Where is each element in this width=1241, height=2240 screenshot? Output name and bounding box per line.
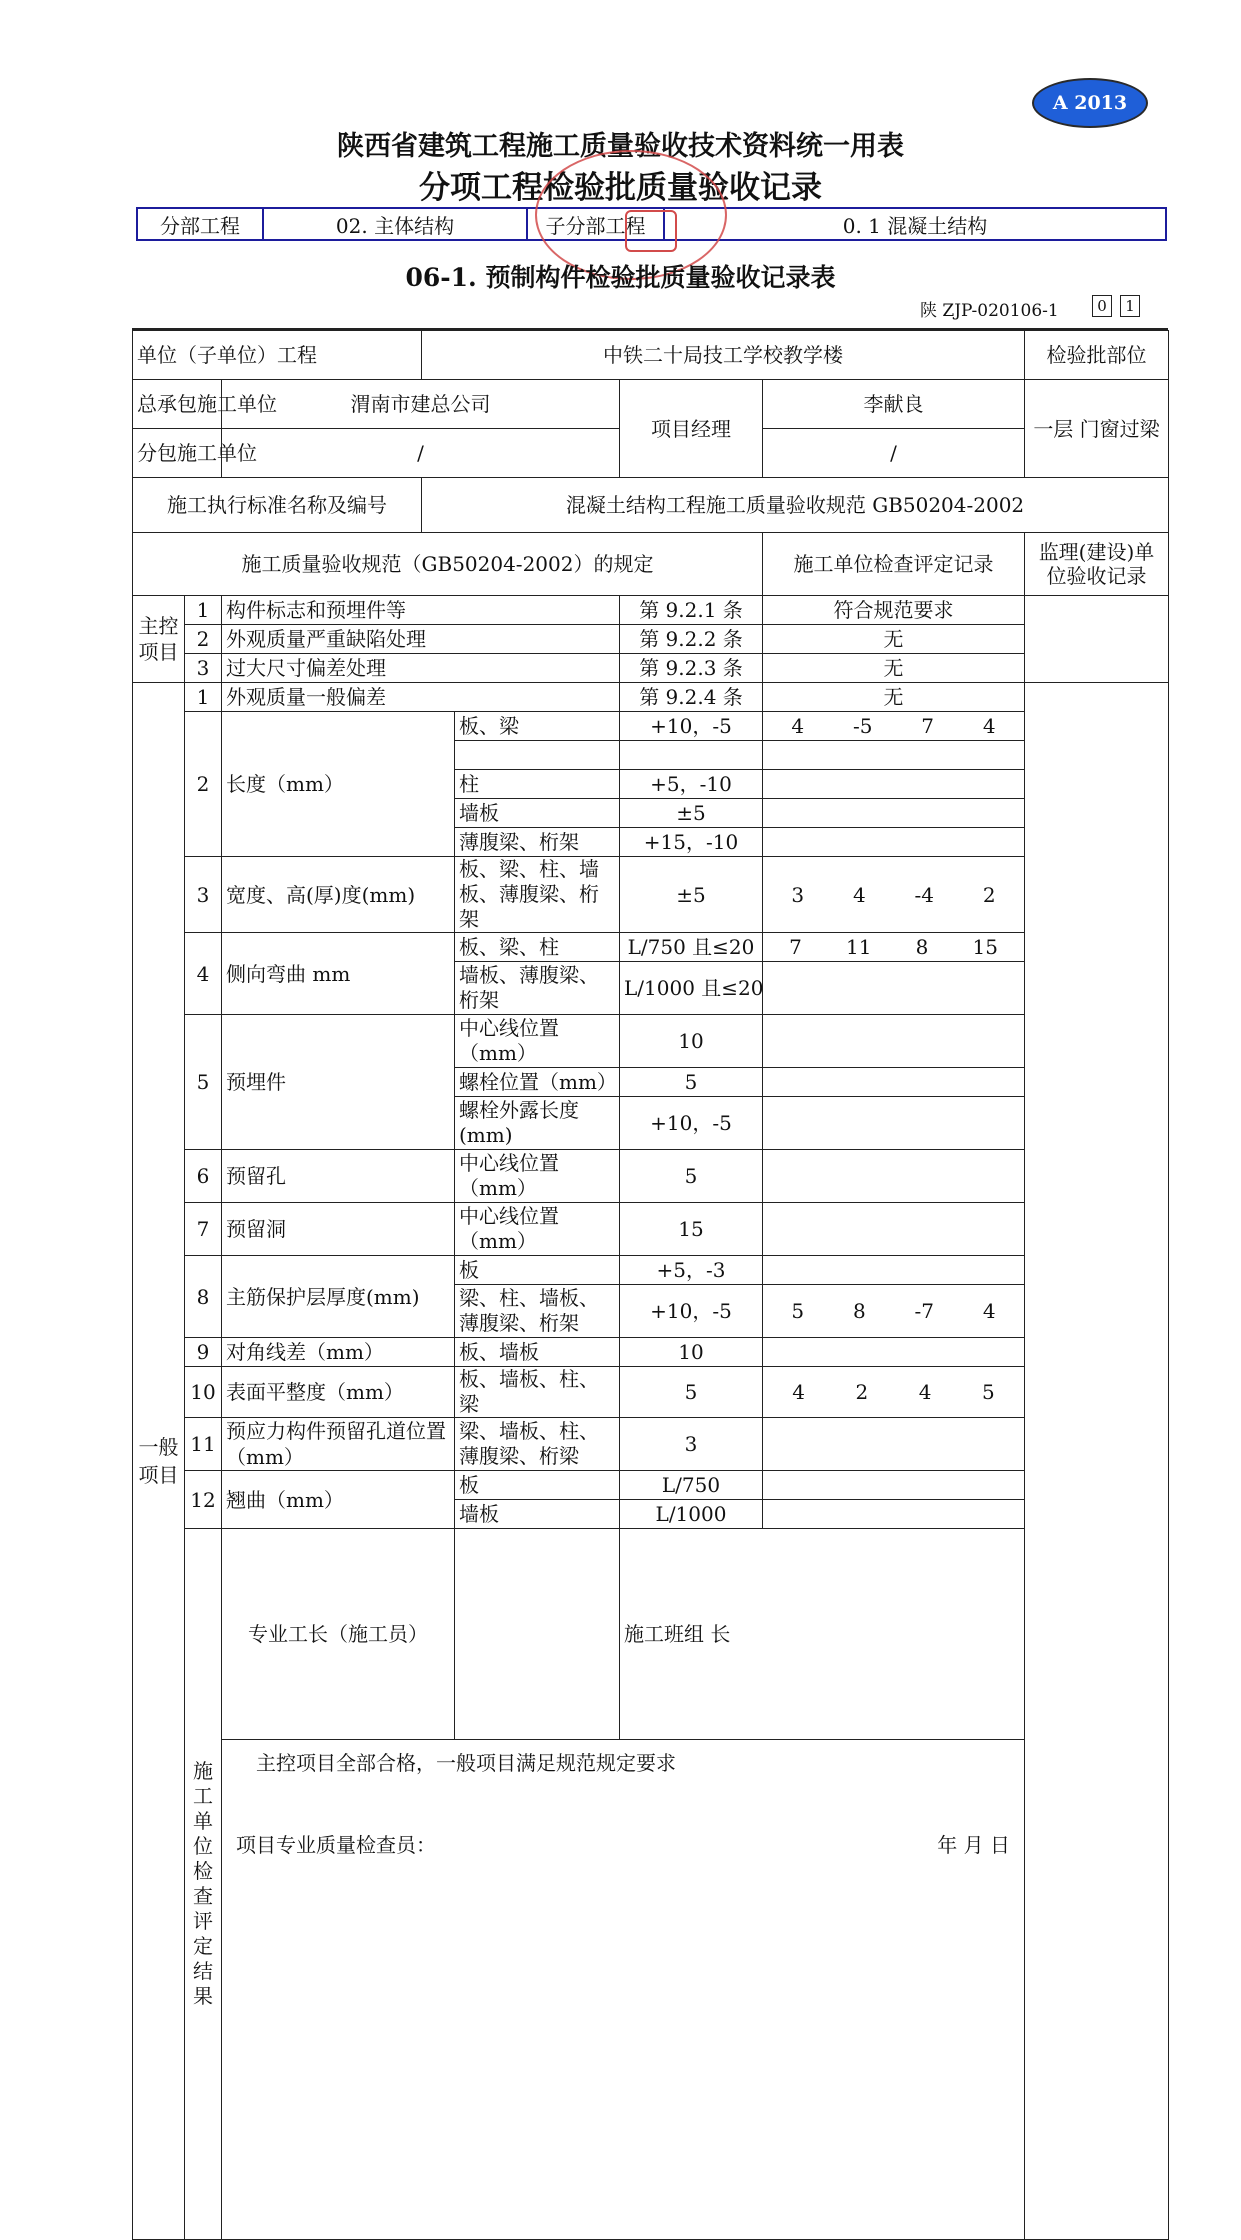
- tolerance: 10: [620, 1338, 763, 1367]
- item-no: 7: [185, 1203, 222, 1256]
- sub-pm-value: /: [763, 429, 1025, 478]
- check-values: [763, 1285, 1025, 1338]
- item-name: 外观质量严重缺陷处理: [222, 625, 620, 654]
- measured-value: 3: [791, 882, 805, 907]
- item-no: 5: [185, 1015, 222, 1150]
- measured-value: 7: [921, 714, 935, 738]
- measured-value: 4: [791, 714, 805, 738]
- check-values: [763, 1367, 1025, 1418]
- table-row: [133, 933, 1169, 962]
- col-supervise: 监理(建设)单位验收记录: [1025, 533, 1169, 596]
- check-values: [763, 1150, 1025, 1203]
- item-name: 对角线差（mm）: [222, 1338, 455, 1367]
- item-name: 侧向弯曲 mm: [222, 933, 455, 1015]
- table-row: [133, 1203, 1169, 1256]
- member-type: 梁、墙板、柱、薄腹梁、桁梁: [455, 1418, 620, 1471]
- item-no: 10: [185, 1367, 222, 1418]
- item-name: 翘曲（mm）: [222, 1471, 455, 1529]
- check-values: [763, 1015, 1025, 1068]
- gc-label: 总承包施工单位: [133, 380, 222, 429]
- member-type: 中心线位置（mm）: [455, 1015, 620, 1068]
- tolerance: L/750: [620, 1471, 763, 1500]
- check-values: [763, 712, 1025, 741]
- unit-label: 单位（子单位）工程: [133, 331, 422, 380]
- general-label: 一般项目: [133, 683, 185, 2240]
- item-name: 外观质量一般偏差: [222, 683, 620, 712]
- tolerance: +10，-5: [620, 1285, 763, 1338]
- part-label: 检验批部位: [1025, 331, 1169, 380]
- tolerance: 5: [620, 1367, 763, 1418]
- measured-value: -5: [852, 714, 873, 738]
- measured-value: 5: [982, 1380, 995, 1404]
- foreman-sign: [455, 1529, 620, 1740]
- tolerance: L/1000: [620, 1500, 763, 1529]
- measured-value: 4: [852, 882, 866, 907]
- item-no: 3: [185, 654, 222, 683]
- tolerance: L/750 且≤20: [620, 933, 763, 962]
- item-clause: 第 9.2.1 条: [620, 596, 763, 625]
- team-label: 施工班组 长: [620, 1529, 1025, 1740]
- measured-value: 4: [982, 1299, 996, 1323]
- table-row: [133, 1015, 1169, 1068]
- measured-value: -4: [914, 882, 935, 907]
- table-row: [133, 654, 1169, 683]
- item-no: 11: [185, 1418, 222, 1471]
- table-row: [133, 1418, 1169, 1471]
- page-title: 陕西省建筑工程施工质量验收技术资料统一用表: [337, 131, 904, 162]
- check-values: [763, 1097, 1025, 1150]
- inspector-line: [236, 1832, 1010, 1858]
- table-row: [133, 1739, 1169, 2239]
- table-title: 06-1. 预制构件检验批质量验收记录表: [405, 263, 836, 292]
- item-name: 主筋保护层厚度(mm): [222, 1256, 455, 1338]
- conclusion-cell: [222, 1739, 1025, 2239]
- member-type: 螺栓位置（mm）: [455, 1068, 620, 1097]
- tolerance: 10: [620, 1015, 763, 1068]
- member-type: 板、梁、柱、墙板、薄腹梁、桁架: [455, 857, 620, 933]
- item-name: 过大尺寸偏差处理: [222, 654, 620, 683]
- item-result: 无: [763, 654, 1025, 683]
- check-values: [763, 1203, 1025, 1256]
- zifenbu-value: 0. 1 混凝土结构: [842, 213, 988, 238]
- item-no: 1: [185, 596, 222, 625]
- sub-label: 分包施工单位: [133, 429, 222, 478]
- item-name: 预留洞: [222, 1203, 455, 1256]
- supervise-cell: [1025, 596, 1169, 683]
- conclusion-text: 主控项目全部合格，一般项目满足规范规定要求: [256, 1750, 676, 1775]
- tolerance: 5: [620, 1150, 763, 1203]
- item-name: 预埋件: [222, 1015, 455, 1150]
- check-values: [763, 828, 1025, 857]
- seal-stamp-emblem: [625, 210, 677, 252]
- member-type: 墙板、薄腹梁、桁架: [455, 962, 620, 1015]
- item-name: 宽度、高(厚)度(mm): [222, 857, 455, 933]
- form-no-digit: 1: [1120, 295, 1140, 317]
- check-values: [763, 1471, 1025, 1500]
- table-row: [133, 1367, 1169, 1418]
- measured-value: 4: [792, 1380, 805, 1404]
- member-type: 中心线位置（mm）: [455, 1150, 620, 1203]
- check-values: [763, 1068, 1025, 1097]
- item-no: 2: [185, 712, 222, 857]
- footer-left-label: 施工单位检查评定结果: [185, 1529, 222, 2240]
- table-row: [133, 683, 1169, 712]
- table-row: [133, 596, 1169, 625]
- member-type: 板: [455, 1256, 620, 1285]
- supervise-cell: [1025, 683, 1169, 2240]
- tolerance: ±5: [620, 799, 763, 828]
- tolerance: ±5: [620, 857, 763, 933]
- tolerance: 3: [620, 1418, 763, 1471]
- measured-value: 8: [915, 935, 929, 959]
- foreman-label: 专业工长（施工员）: [222, 1529, 455, 1740]
- measured-value: 2: [855, 1380, 869, 1404]
- table-row: [133, 533, 1169, 596]
- check-values: [763, 770, 1025, 799]
- table-row: [133, 857, 1169, 933]
- item-name: 预留孔: [222, 1150, 455, 1203]
- tolerance: +15，-10: [620, 828, 763, 857]
- item-result: 无: [763, 625, 1025, 654]
- member-type: 板: [455, 1471, 620, 1500]
- measured-value: -7: [914, 1299, 935, 1323]
- inspector-label: 项目专业质量检查员：: [236, 1832, 436, 1857]
- member-type: 螺栓外露长度(mm): [455, 1097, 620, 1150]
- table-row: [133, 331, 1169, 380]
- measured-value: 2: [982, 882, 996, 907]
- gc-value: 渭南市建总公司: [222, 380, 620, 429]
- check-values: [763, 741, 1025, 770]
- member-type: 梁、柱、墙板、薄腹梁、桁架: [455, 1285, 620, 1338]
- form-no-digit: 0: [1092, 295, 1112, 317]
- tolerance: L/1000 且≤20: [620, 962, 763, 1015]
- inspection-table: [132, 330, 1169, 2240]
- measured-value: 7: [789, 935, 802, 959]
- tolerance: +5，-3: [620, 1256, 763, 1285]
- part-value: 一层 门窗过梁: [1025, 380, 1169, 478]
- item-no: 1: [185, 683, 222, 712]
- table-row: [133, 478, 1169, 533]
- check-values: [763, 933, 1025, 962]
- check-values: [763, 962, 1025, 1015]
- measured-value: 4: [918, 1380, 932, 1404]
- item-no: 9: [185, 1338, 222, 1367]
- measured-value: 5: [791, 1299, 805, 1323]
- fenbu-label: 分部工程: [138, 209, 264, 239]
- table-row: [133, 625, 1169, 654]
- col-spec: 施工质量验收规范（GB50204-2002）的规定: [133, 533, 763, 596]
- table-row: [133, 712, 1169, 741]
- table-row: [133, 1471, 1169, 1500]
- pm-label: 项目经理: [620, 380, 763, 478]
- check-values: [763, 857, 1025, 933]
- table-row: [133, 380, 1169, 429]
- table-row: [133, 1338, 1169, 1367]
- item-result: 无: [763, 683, 1025, 712]
- item-no: 8: [185, 1256, 222, 1338]
- col-check: 施工单位检查评定记录: [763, 533, 1025, 596]
- unit-value: 中铁二十局技工学校教学楼: [422, 331, 1025, 380]
- member-type: 柱: [455, 770, 620, 799]
- item-no: 12: [185, 1471, 222, 1529]
- item-name: 构件标志和预埋件等: [222, 596, 620, 625]
- tolerance: 15: [620, 1203, 763, 1256]
- item-name: 长度（mm）: [222, 712, 455, 857]
- table-row: [133, 1529, 1169, 1740]
- check-values: [763, 1500, 1025, 1529]
- std-value: 混凝土结构工程施工质量验收规范 GB50204-2002: [422, 478, 1169, 533]
- item-name: 表面平整度（mm）: [222, 1367, 455, 1418]
- member-type: 薄腹梁、桁架: [455, 828, 620, 857]
- measured-value: 8: [852, 1299, 866, 1323]
- tolerance: +10，-5: [620, 1097, 763, 1150]
- item-clause: 第 9.2.2 条: [620, 625, 763, 654]
- pm-value: 李献良: [763, 380, 1025, 429]
- member-type: 墙板: [455, 1500, 620, 1529]
- form-code: 陕 ZJP-020106-1: [920, 301, 1059, 321]
- sub-value: /: [222, 429, 620, 478]
- item-no: 3: [185, 857, 222, 933]
- check-values: [763, 799, 1025, 828]
- check-values: [763, 1338, 1025, 1367]
- measured-value: 11: [845, 935, 872, 959]
- item-no: 2: [185, 625, 222, 654]
- member-type: 中心线位置（mm）: [455, 1203, 620, 1256]
- member-type: 板、墙板: [455, 1338, 620, 1367]
- tolerance: +10，-5: [620, 712, 763, 741]
- main-control-label: 主控项目: [133, 596, 185, 683]
- check-values: [763, 1418, 1025, 1471]
- year-badge: A 2013: [1032, 78, 1148, 128]
- item-no: 6: [185, 1150, 222, 1203]
- fenbu-value: 02. 主体结构: [264, 209, 528, 239]
- member-type: 墙板: [455, 799, 620, 828]
- tolerance: 5: [620, 1068, 763, 1097]
- item-clause: 第 9.2.3 条: [620, 654, 763, 683]
- tolerance: +5，-10: [620, 770, 763, 799]
- std-label: 施工执行标准名称及编号: [133, 478, 422, 533]
- member-type: [455, 741, 620, 770]
- check-values: [763, 1256, 1025, 1285]
- member-type: 板、墙板、柱、梁: [455, 1367, 620, 1418]
- tolerance: [620, 741, 763, 770]
- item-no: 4: [185, 933, 222, 1015]
- measured-value: 15: [972, 935, 998, 959]
- form-title: 分项工程检验批质量验收记录: [419, 170, 822, 206]
- item-result: 符合规范要求: [763, 596, 1025, 625]
- table-row: [133, 1256, 1169, 1285]
- item-clause: 第 9.2.4 条: [620, 683, 763, 712]
- table-row: [133, 1150, 1169, 1203]
- inspector-date: 年 月 日: [937, 1832, 1010, 1857]
- member-type: 板、梁: [455, 712, 620, 741]
- member-type: 板、梁、柱: [455, 933, 620, 962]
- zifenbu-label: 子分部工程: [528, 209, 665, 239]
- measured-value: 4: [982, 714, 996, 738]
- item-name: 预应力构件预留孔道位置（mm）: [222, 1418, 455, 1471]
